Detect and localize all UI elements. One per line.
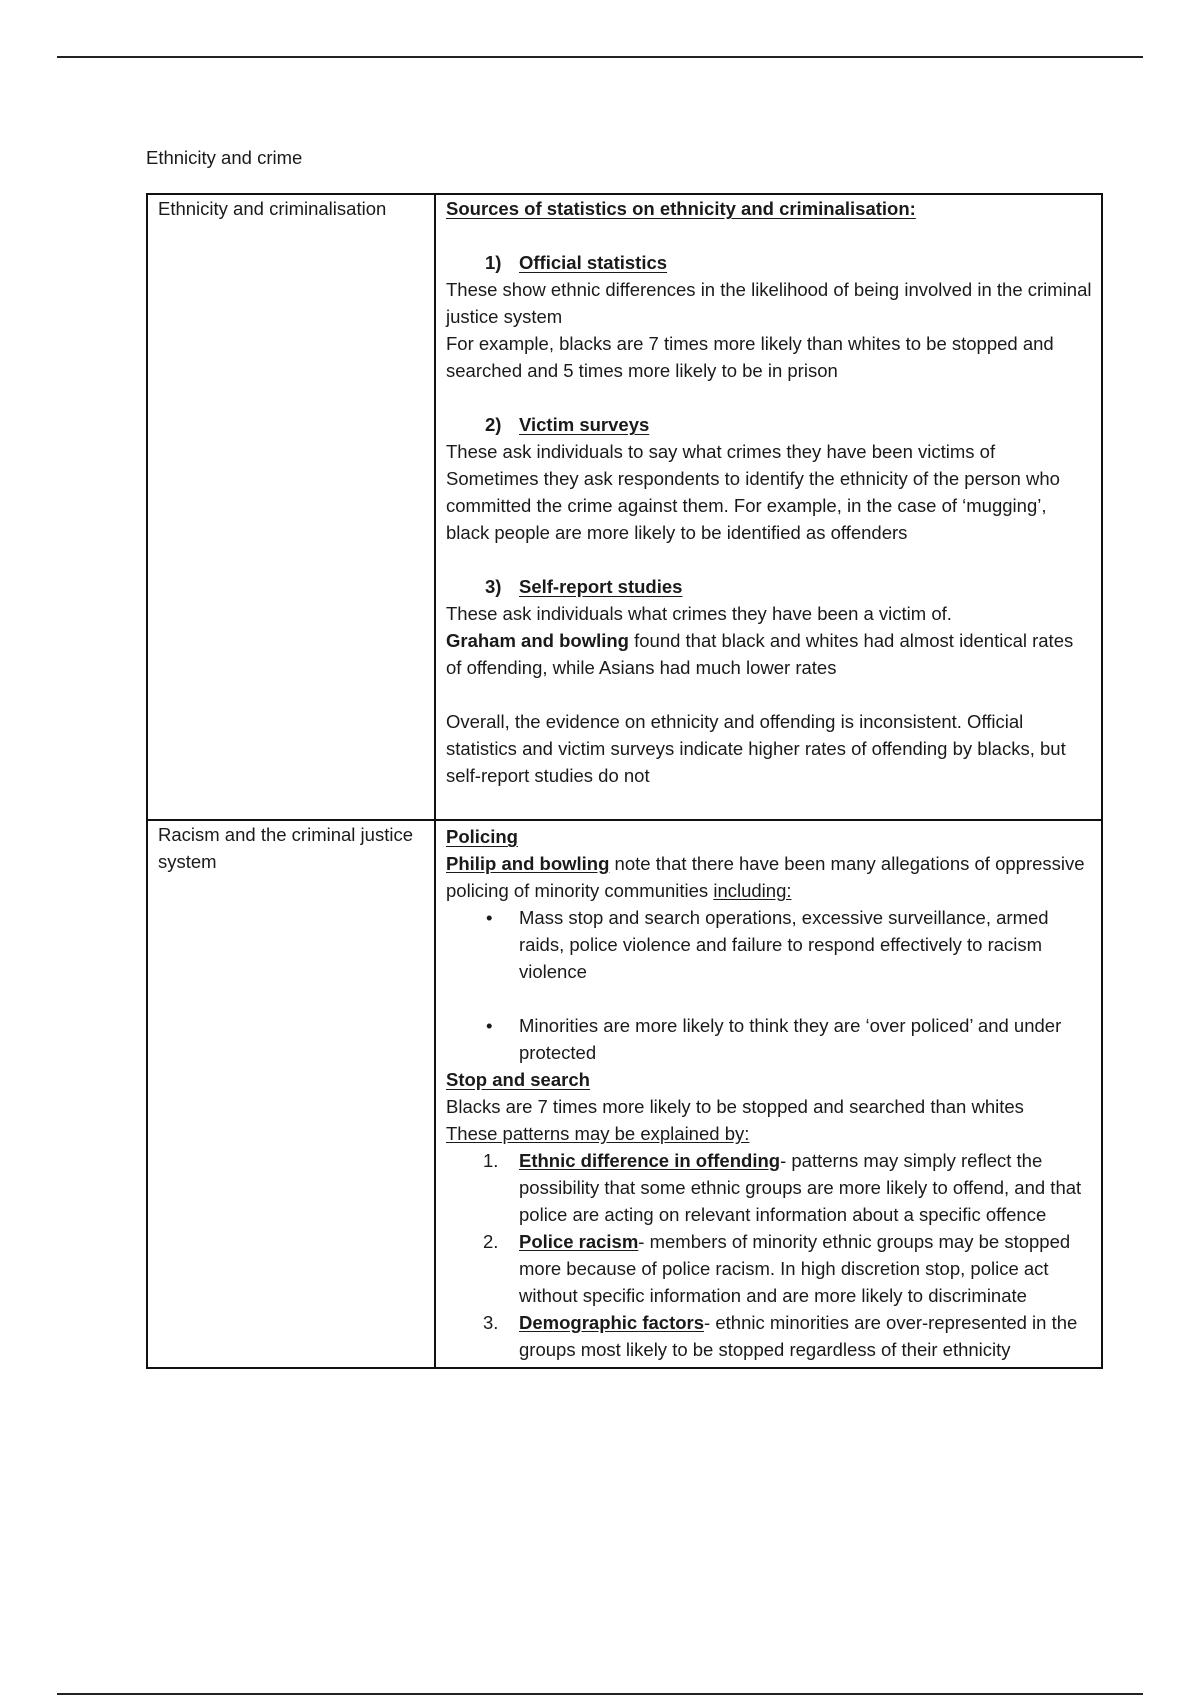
overall-summary: Overall, the evidence on ethnicity and offending is inconsistent. Official statistics and victim surveys indicate higher rates of offending by blacks, but self-report studies do not <box>446 711 1066 786</box>
content-cell <box>435 194 1102 820</box>
topic-cell <box>147 194 435 820</box>
policing-bullets <box>446 904 1093 1066</box>
content-cell <box>435 820 1102 1368</box>
source-heading: 3) Self-report studies <box>485 576 683 597</box>
factors-list <box>446 1147 1093 1363</box>
notes-table <box>146 193 1103 1369</box>
stop-search-heading: Stop and search <box>446 1069 590 1090</box>
source-text: These ask individuals what crimes they have been a victim of. <box>446 603 952 624</box>
source-text: These ask individuals to say what crimes they have been victims of <box>446 441 996 462</box>
source-text: Graham and bowling found that black and whites had almost identical rates of offending, while Asians had much lower rates <box>446 630 1074 678</box>
footer-rule <box>57 1693 1143 1695</box>
author-name: Philip and bowling <box>446 853 610 874</box>
source-heading: 1) Official statistics <box>485 252 668 273</box>
stop-search-text: Blacks are 7 times more likely to be stopped and searched than whites <box>446 1096 1024 1117</box>
source-heading: 2) Victim surveys <box>485 414 650 435</box>
table-row <box>147 820 1102 1368</box>
list-item: 1. Ethnic difference in offending- patterns may simply reflect the possibility that some ethnic groups are more likely to offend, and that police are acting on relevant information about a specific offence <box>483 1150 1082 1225</box>
topic-label: Racism and the criminal justice system <box>158 824 413 872</box>
source-text: These show ethnic differences in the likelihood of being involved in the criminal justice system <box>446 279 1092 327</box>
source-text: For example, blacks are 7 times more likely than whites to be stopped and searched and 5 times more likely to be in prison <box>446 333 1054 381</box>
topic-cell <box>147 820 435 1368</box>
list-item: 3. Demographic factors- ethnic minorities are over-represented in the groups most likely to be stopped regardless of their ethnicity <box>483 1312 1078 1360</box>
table-row <box>147 194 1102 820</box>
source-text: Sometimes they ask respondents to identify the ethnicity of the person who committed the crime against them. For example, in the case of ‘mugging’, black people are more likely to be identified as offenders <box>446 468 1060 543</box>
policing-text: Philip and bowling note that there have been many allegations of oppressive policing of minority communities including: <box>446 853 1085 901</box>
topic-label: Ethnicity and criminalisation <box>158 198 387 219</box>
author-name: Graham and bowling <box>446 630 629 651</box>
list-item: • Minorities are more likely to think they are ‘over policed’ and under protected <box>486 1015 1062 1063</box>
header-rule <box>57 56 1143 58</box>
list-item: • Mass stop and search operations, excessive surveillance, armed raids, police violence and failure to respond effectively to racism violence <box>486 907 1049 982</box>
policing-heading: Policing <box>446 826 518 847</box>
section-heading: Sources of statistics on ethnicity and criminalisation: <box>446 198 916 219</box>
list-item: 2. Police racism- members of minority ethnic groups may be stopped more because of police racism. In high discretion stop, police act without specific information and are more likely to discriminate <box>483 1231 1071 1306</box>
page-title: Ethnicity and crime <box>146 147 303 168</box>
explained-by: These patterns may be explained by: <box>446 1123 750 1144</box>
